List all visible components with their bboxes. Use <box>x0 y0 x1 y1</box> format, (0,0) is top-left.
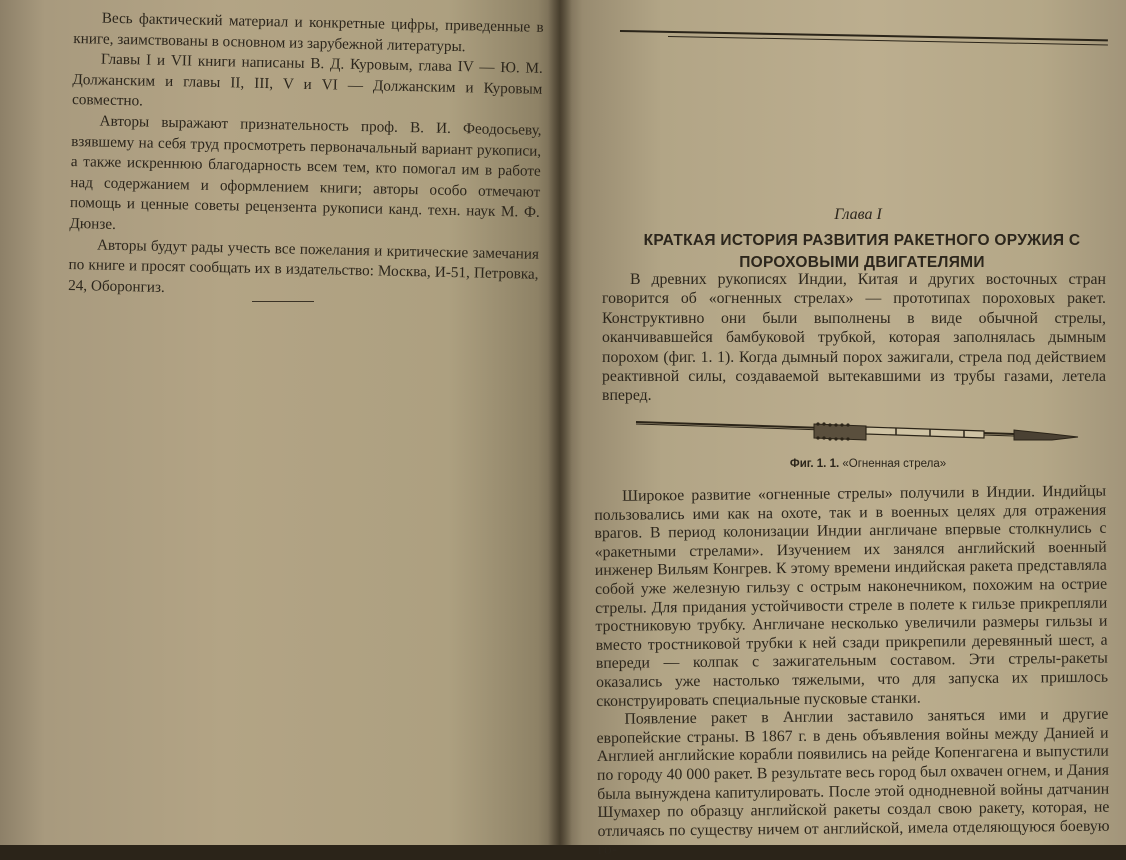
book-gutter <box>548 0 572 845</box>
intro-paragraph: В древних рукописях Индии, Китая и других восточных стран говорится об «огненных стрелах» — прототипах пороховых ракет. Конструктивно они были выполнены в виде обычной стрелы, оканчивавшейся бамбуковой трубкой, которая заполнялась дымным порохом (фиг. 1. 1). Когда дымный порох зажигали, стрела под действием реактивной силы, создаваемой вытекавшими из трубы газами, летела вперед. <box>602 271 1106 405</box>
intro-text <box>602 270 1106 406</box>
fire-arrow-icon <box>634 410 1080 450</box>
chapter-label: Глава I <box>834 206 882 223</box>
left-paragraph: Авторы выражают признательность проф. В. И. Феодосьеву, взявшему на себя труд просмотреть первоначальный вариант рукописи, а также искреннюю благодарность всем тем, кто помогал им в работе над содержанием и оформлением книги; авторы особо отмечают помощь и ценные советы рецензента рукописи канд. техн. наук М. Ф. Дюнзе. <box>69 112 542 233</box>
fire-arrow-illustration <box>634 410 1080 450</box>
chapter-title: КРАТКАЯ ИСТОРИЯ РАЗВИТИЯ РАКЕТНОГО ОРУЖИЯ С ПОРОХОВЫМИ ДВИГАТЕЛЯМИ <box>643 232 1081 271</box>
left-paragraph: Главы I и VII книги написаны В. Д. Куровым, глава IV — Ю. М. Должанским и главы II, III, V и VI — Должанским и Куровым совместно. <box>71 50 544 110</box>
figure-title: «Огненная стрела» <box>842 458 947 470</box>
left-page-text <box>68 8 544 306</box>
figure-number: Фиг. 1. 1. <box>789 458 840 470</box>
left-paragraph: Весь фактический материал и конкретные цифры, приведенные в книге, заимствованы в основном из зарубежной литературы. <box>73 9 544 55</box>
figure-caption <box>600 458 1126 470</box>
left-page <box>0 0 560 845</box>
section-end-rule <box>252 301 314 302</box>
body-paragraph: Появление ракет в Англии заставило заняться ими и другие европейские страны. В 1867 г. в день объявления войны между Данией и Англией английские корабли появились на рейде Копенгагена и выпустили по городу 40 000 ракет. В результате весь город был охвачен огнем, и Дания была вынуждена капитулировать. После этой однодневной войны датчанин Шумахер по образцу английской ракеты создал свою ракету, которая, не отличаясь по существу ничем от английской, имела отделяющуюся боевую го- <box>596 705 1110 859</box>
left-paragraph: Авторы будут рады учесть все пожелания и критические замечания по книге и просят сообщать их в издательство: Москва, И-51, Петровка, 24, Оборонгиз. <box>68 236 540 296</box>
body-paragraph: Широкое развитие «огненные стрелы» получили в Индии. Индийцы пользовались ими как на охоте, так и в военных целях для отражения врагов. В период колонизации Индии англичане впервые столкнулись с «ракетными стрелами». Изучением их занялся английский военный инженер Вильям Конгрев. К этому времени индийская ракета представляла собой уже железную гильзу с острым наконечником, похожим на острие стрелы. Для придания устойчивости стреле в полете к гильзе прикрепляли тростниковую трубку. Англичане несколько увеличили размеры гильзы и вместо тростниковой трубки к ней сзади прикрепили деревянный шест, а впереди — колпак с зажигательным составом. Эти стрелы-ракеты оказались уже настолько тяжелыми, что для запуска их пришлось сконструировать специальные пусковые станки. <box>594 482 1109 710</box>
body-text <box>594 483 1110 860</box>
